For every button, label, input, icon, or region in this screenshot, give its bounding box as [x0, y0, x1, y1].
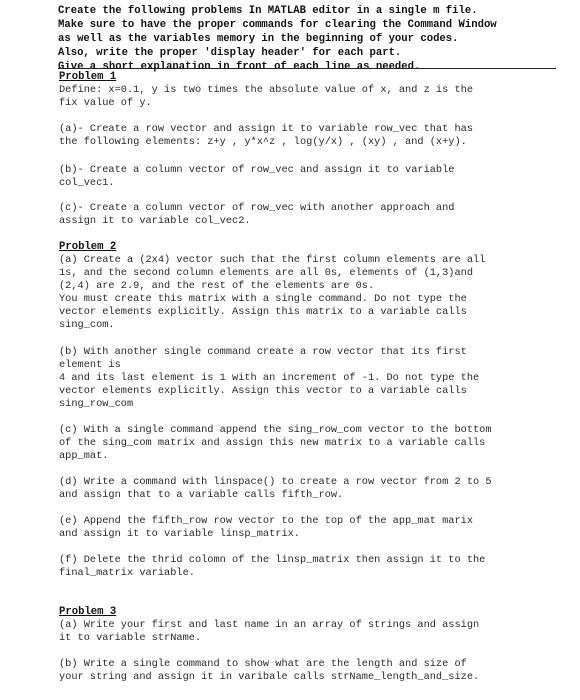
instructions-text: Create the following problems In MATLAB editor in a single m file. Make sure to have the proper commands for clearing the Command Window as well as the variables memory in the beginning of your codes. Also, write the proper 'display header' for each part. Give a short explanation in front of each line as needed.	[58, 5, 497, 73]
problem-3-heading: Problem 3	[59, 606, 117, 618]
problem-1-heading: Problem 1	[59, 71, 117, 83]
problem-2-part-e: (e) Append the fifth_row row vector to the top of the app_mat marix and assign it to variable linsp_matrix.	[59, 515, 474, 540]
problem-2-part-d: (d) Write a command with linspace() to create a row vector from 2 to 5 and assign that to a variable calls fifth_row.	[59, 476, 492, 501]
problem-2-part-a: (a) Create a (2x4) vector such that the first column elements are all 1s, and the second column elements are all 0s, elements of (1,3)and (2,4) are 2.9, and the rest of the elements are 0s. You must create this matrix with a single command. Do not type the vector elements explicitly. Assign this matrix to a variable calls sing_com.	[59, 254, 486, 331]
problem-3-part-b: (b) Write a single command to show what are the length and size of your string and assign it in varibale calls strName_length_and_size.	[59, 658, 480, 683]
problem-2-part-c: (c) With a single command append the sing_row_com vector to the bottom of the sing_com matrix and assign this new matrix to a variable calls app_mat.	[59, 424, 492, 462]
problem-1-part-a: (a)- Create a row vector and assign it to variable row_vec that has the following elements: z+y , y*x^z , log(y/x) , (xy) , and (x+y).	[59, 123, 474, 148]
problem-1-part-c: (c)- Create a column vector of row_vec with another approach and assign it to variable col_vec2.	[59, 202, 455, 227]
problem-2-part-b: (b) With another single command create a row vector that its first element is 4 and its last element is 1 with an increment of -1. Do not type the vector elements explicitly. Assign this vector to a variable calls sing_row_com	[59, 346, 480, 410]
header-divider	[58, 68, 556, 69]
problem-1-part-b: (b)- Create a column vector of row_vec and assign it to variable col_vec1.	[59, 164, 455, 189]
problem-2-heading: Problem 2	[59, 241, 117, 253]
problem-2-part-f: (f) Delete the thrid colomn of the linsp_matrix then assign it to the final_matrix variable.	[59, 554, 486, 579]
problem-1-definition: Define: x=0.1, y is two times the absolute value of x, and z is the fix value of y.	[59, 84, 474, 109]
problem-3-part-a: (a) Write your first and last name in an array of strings and assign it to variable strName.	[59, 619, 480, 644]
